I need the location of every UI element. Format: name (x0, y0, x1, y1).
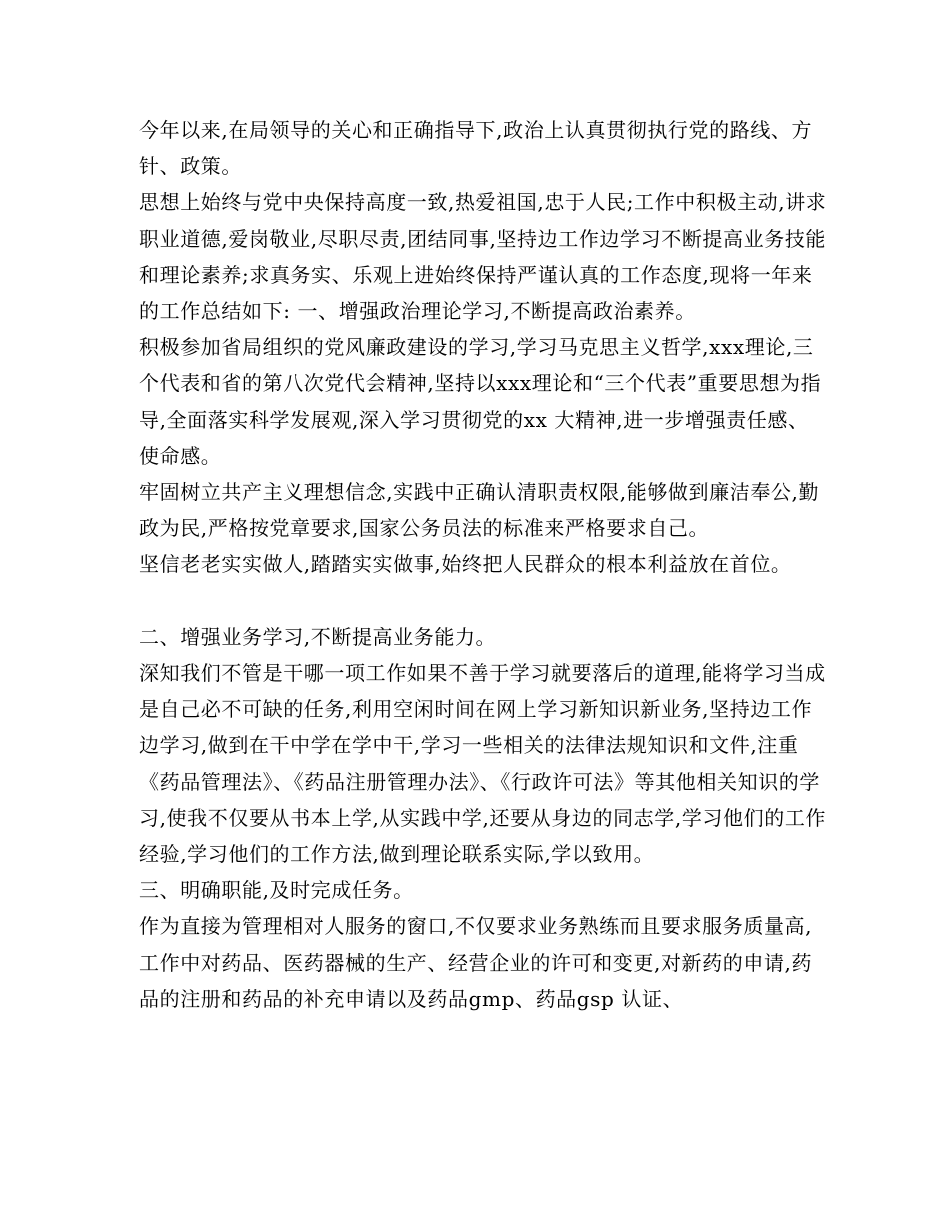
paragraph-political-study: 积极参加省局组织的党风廉政建设的学习,学习马克思主义哲学,xxx理论,三个代表和省的第八次党代会精神,坚持以xxx理论和“三个代表”重要思想为指导,全面落实科学发展观,深入学习贯彻党的xx 大精神,进一步增强责任感、使命感。 (139, 335, 822, 468)
document-body (139, 112, 829, 1017)
paragraph-duties: 作为直接为管理相对人服务的窗口,不仅要求业务熟练而且要求服务质量高,工作中对药品、医药器械的生产、经营企业的许可和变更,对新药的申请,药品的注册和药品的补充申请以及药品gmp、药品gsp 认证、 (139, 914, 813, 1011)
paragraph-ideals: 牢固树立共产主义理想信念,实践中正确认清职责权限,能够做到廉洁奉公,勤政为民,严格按党章要求,国家公务员法的标准来严格要求自己。 (139, 480, 820, 541)
paragraph-belief: 坚信老老实实做人,踏踏实实做事,始终把人民群众的根本利益放在首位。 (139, 552, 792, 577)
paragraph-spacer (139, 583, 829, 619)
paragraph-business-study: 深知我们不管是干哪一项工作如果不善于学习就要落后的道理,能将学习当成是自己必不可缺的任务,利用空闲时间在网上学习新知识新业务,坚持边工作边学习,做到在干中学在学中干,学习一些相关的法律法规知识和文件,注重《药品管理法》、《药品注册管理办法》、《行政许可法》等其他相关知识的学习,使我不仅要从书本上学,从实践中学,还要从身边的同志学,学习他们的工作经验,学习他们的工作方法,做到理论联系实际,学以致用。 (139, 661, 827, 867)
paragraph-intro: 今年以来,在局领导的关心和正确指导下,政治上认真贯彻执行党的路线、方针、政策。 (139, 118, 813, 179)
section-heading-business-study: 二、增强业务学习,不断提高业务能力。 (139, 624, 497, 649)
section-heading-duties: 三、明确职能,及时完成任务。 (139, 878, 414, 903)
paragraph-thinking: 思想上始终与党中央保持高度一致,热爱祖国,忠于人民;工作中积极主动,讲求职业道德,爱岗敬业,尽职尽责,团结同事,坚持边工作边学习不断提高业务技能和理论素养;求真务实、乐观上进始终保持严谨认真的工作态度,现将一年来的工作总结如下: 一、增强政治理论学习,不断提高政治素养。 (139, 190, 827, 324)
